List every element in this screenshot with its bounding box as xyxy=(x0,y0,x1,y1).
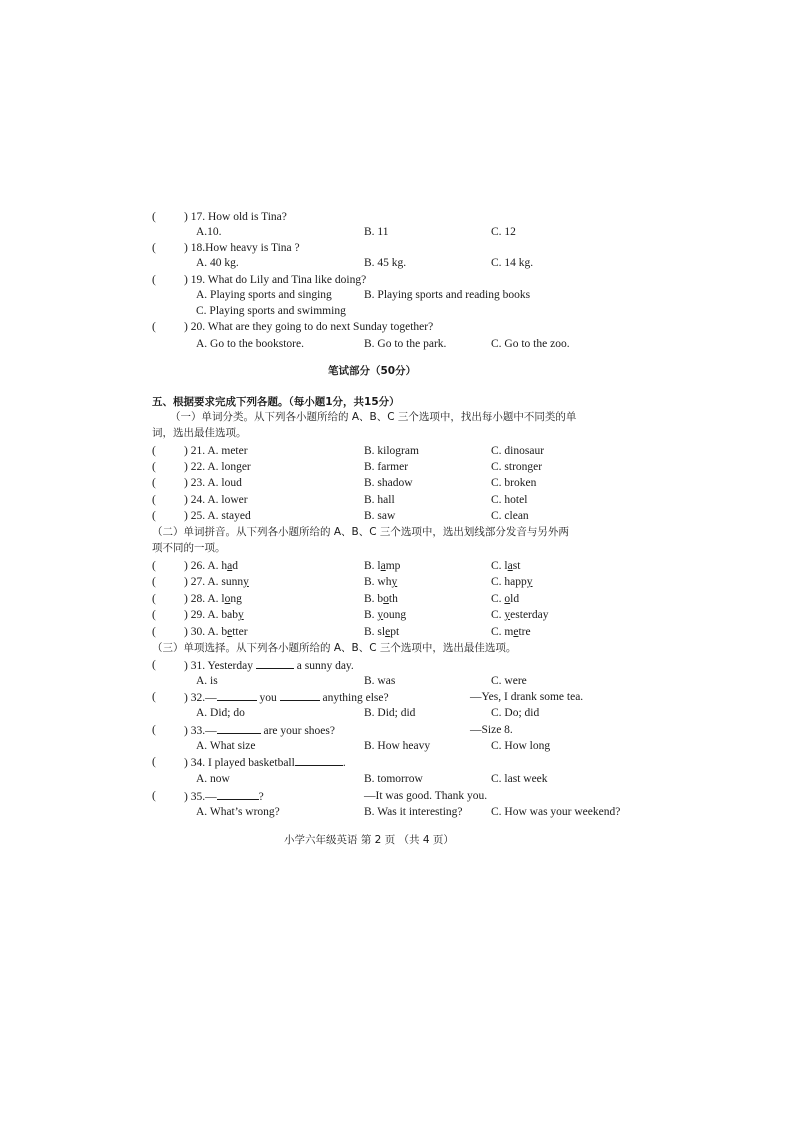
option-b[interactable]: B. hall xyxy=(364,494,395,506)
question-stem: ) 34. I played basketball . xyxy=(184,757,346,769)
option-b[interactable]: B. saw xyxy=(364,510,396,522)
reply-text: —Size 8. xyxy=(470,724,513,736)
option-a[interactable]: A. Playing sports and singing xyxy=(196,289,332,301)
option-c[interactable]: C. yesterday xyxy=(491,609,549,621)
option-b[interactable]: B. lamp xyxy=(364,560,401,572)
answer-paren[interactable]: ( xyxy=(152,494,156,506)
answer-paren[interactable]: ( xyxy=(152,242,156,254)
part1-instruction: （一）单词分类。从下列各小题所给的 A、B、C 三个选项中，找出每小题中不同类的单 xyxy=(170,411,577,423)
option-c[interactable]: C. stronger xyxy=(491,461,543,473)
option-b[interactable]: B. Playing sports and reading books xyxy=(364,289,531,301)
option-a[interactable]: ) 26. A. had xyxy=(184,560,238,572)
option-a[interactable]: ) 23. A. loud xyxy=(184,477,242,489)
option-c[interactable]: C. last xyxy=(491,560,521,572)
option-b[interactable]: B. 11 xyxy=(364,226,389,238)
answer-paren[interactable]: ( xyxy=(152,593,156,605)
option-b[interactable]: B. slept xyxy=(364,626,400,638)
option-c[interactable]: C. last week xyxy=(491,773,548,785)
option-c[interactable]: C. old xyxy=(491,593,520,605)
answer-paren[interactable]: ( xyxy=(152,321,156,333)
option-a[interactable]: ) 25. A. stayed xyxy=(184,510,251,522)
answer-paren[interactable]: ( xyxy=(152,461,156,473)
option-a[interactable]: ) 24. A. lower xyxy=(184,494,248,506)
option-a[interactable]: ) 29. A. baby xyxy=(184,609,244,621)
option-a[interactable]: ) 28. A. long xyxy=(184,593,242,605)
option-c[interactable]: C. 12 xyxy=(491,226,516,238)
option-b[interactable]: B. 45 kg. xyxy=(364,257,407,269)
question-stem: ) 32.— you anything else? xyxy=(184,692,389,704)
answer-paren[interactable]: ( xyxy=(152,691,156,703)
option-a[interactable]: A. Did; do xyxy=(196,707,245,719)
section-title: 五、根据要求完成下列各题。（每小题1分，共15分） xyxy=(152,396,400,408)
answer-paren[interactable]: ( xyxy=(152,274,156,286)
option-a[interactable]: A. What size xyxy=(196,740,256,752)
question-stem: ) 18.How heavy is Tina ? xyxy=(184,242,300,254)
option-b[interactable]: B. Go to the park. xyxy=(364,338,447,350)
option-b[interactable]: B. shadow xyxy=(364,477,413,489)
question-stem: ) 33.— are your shoes? xyxy=(184,725,335,737)
option-a[interactable]: A. Go to the bookstore. xyxy=(196,338,304,350)
option-b[interactable]: B. both xyxy=(364,593,398,605)
option-c[interactable]: C. were xyxy=(491,675,527,687)
answer-blank[interactable] xyxy=(256,658,294,669)
answer-paren[interactable]: ( xyxy=(152,445,156,457)
option-c[interactable]: C. How was your weekend? xyxy=(491,806,621,818)
option-c[interactable]: C. happy xyxy=(491,576,533,588)
option-b[interactable]: B. why xyxy=(364,576,398,588)
part2-instruction-cont: 项不同的一项。 xyxy=(152,542,226,554)
option-c[interactable]: C. Go to the zoo. xyxy=(491,338,570,350)
option-b[interactable]: B. kilogram xyxy=(364,445,419,457)
part3-instruction: （三）单项选择。从下列各小题所给的 A、B、C 三个选项中，选出最佳选项。 xyxy=(152,642,517,654)
option-b[interactable]: B. farmer xyxy=(364,461,409,473)
page-footer: 小学六年级英语 第 2 页 （共 4 页） xyxy=(284,834,454,846)
option-c[interactable]: C. hotel xyxy=(491,494,528,506)
answer-paren[interactable]: ( xyxy=(152,626,156,638)
part2-instruction: （二）单词拼音。从下列各小题所给的 A、B、C 三个选项中，选出划线部分发音与另外两 xyxy=(152,526,569,538)
option-c[interactable]: C. Do; did xyxy=(491,707,540,719)
option-a[interactable]: A. is xyxy=(196,675,218,687)
option-c[interactable]: C. How long xyxy=(491,740,551,752)
option-c[interactable]: C. dinosaur xyxy=(491,445,545,457)
option-c[interactable]: C. Playing sports and swimming xyxy=(196,305,346,317)
reply-text: —Yes, I drank some tea. xyxy=(470,691,584,703)
option-c[interactable]: C. 14 kg. xyxy=(491,257,534,269)
option-c[interactable]: C. clean xyxy=(491,510,529,522)
part1-instruction-cont: 词，选出最佳选项。 xyxy=(152,427,247,439)
option-b[interactable]: B. young xyxy=(364,609,407,621)
answer-paren[interactable]: ( xyxy=(152,510,156,522)
question-stem: ) 20. What are they going to do next Sunday together? xyxy=(184,321,434,333)
answer-paren[interactable]: ( xyxy=(152,560,156,572)
question-stem: ) 19. What do Lily and Tina like doing? xyxy=(184,274,367,286)
answer-paren[interactable]: ( xyxy=(152,756,156,768)
answer-blank[interactable] xyxy=(217,789,259,800)
option-a[interactable]: ) 22. A. longer xyxy=(184,461,251,473)
option-b[interactable]: B. How heavy xyxy=(364,740,431,752)
option-c[interactable]: C. broken xyxy=(491,477,537,489)
option-c[interactable]: C. metre xyxy=(491,626,531,638)
answer-blank[interactable] xyxy=(295,755,343,766)
reply-text: —It was good. Thank you. xyxy=(364,790,488,802)
written-part-title: 笔试部分（50分） xyxy=(328,365,417,377)
option-a[interactable]: ) 27. A. sunny xyxy=(184,576,249,588)
answer-blank[interactable] xyxy=(217,690,257,701)
option-a[interactable]: A. What’s wrong? xyxy=(196,806,280,818)
option-a[interactable]: ) 21. A. meter xyxy=(184,445,248,457)
answer-paren[interactable]: ( xyxy=(152,790,156,802)
option-a[interactable]: ) 30. A. better xyxy=(184,626,248,638)
answer-blank[interactable] xyxy=(280,690,320,701)
question-stem: ) 31. Yesterday a sunny day. xyxy=(184,660,354,672)
option-b[interactable]: B. Was it interesting? xyxy=(364,806,463,818)
answer-paren[interactable]: ( xyxy=(152,477,156,489)
answer-blank[interactable] xyxy=(217,723,261,734)
answer-paren[interactable]: ( xyxy=(152,659,156,671)
option-b[interactable]: B. was xyxy=(364,675,396,687)
question-stem: ) 17. How old is Tina? xyxy=(184,211,287,223)
answer-paren[interactable]: ( xyxy=(152,724,156,736)
answer-paren[interactable]: ( xyxy=(152,609,156,621)
answer-paren[interactable]: ( xyxy=(152,576,156,588)
option-b[interactable]: B. Did; did xyxy=(364,707,416,719)
option-a[interactable]: A. now xyxy=(196,773,230,785)
question-stem: ) 35.— ? xyxy=(184,791,264,803)
option-a[interactable]: A. 40 kg. xyxy=(196,257,239,269)
option-a[interactable]: A.10. xyxy=(196,226,222,238)
answer-paren[interactable]: ( xyxy=(152,211,156,223)
option-b[interactable]: B. tomorrow xyxy=(364,773,423,785)
